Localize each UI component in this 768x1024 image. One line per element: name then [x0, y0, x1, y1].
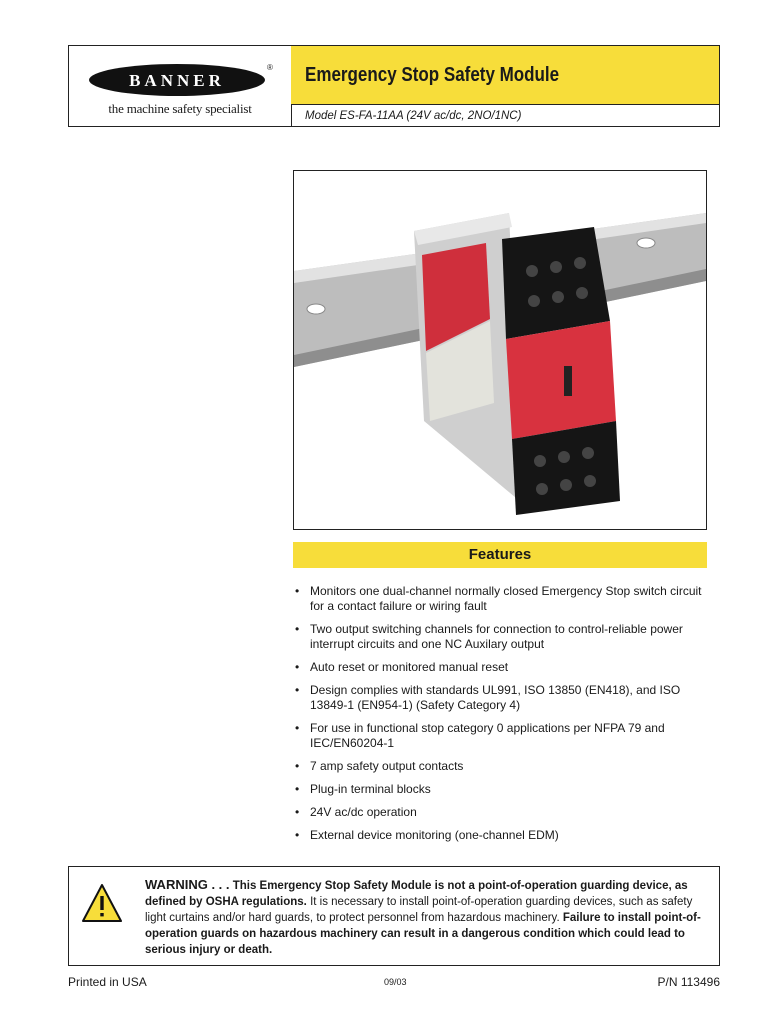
feature-item: • External device monitoring (one-channel EDM)	[293, 828, 707, 843]
warning-statement: This Emergency Stop Safety Module is not a point-of-operation guarding device, as defined by OSHA regulations.	[145, 880, 688, 908]
logo-text: BANNER	[129, 71, 225, 90]
warning-text	[145, 877, 709, 958]
module-illustration	[294, 171, 706, 529]
features-header	[293, 542, 707, 568]
feature-item: • Design complies with standards UL991, ISO 13850 (EN418), and ISO 13849-1 (EN954-1) (Safety Category 4)	[293, 683, 707, 713]
feature-item: • Two output switching channels for connection to control-reliable power interrupt circuits and one NC Auxilary output	[293, 622, 707, 652]
footer-part-number: P/N 113496	[657, 975, 720, 989]
feature-item: • Plug-in terminal blocks	[293, 782, 707, 797]
feature-item: • 7 amp safety output contacts	[293, 759, 707, 774]
title-bar	[291, 46, 719, 105]
rail-slot	[637, 238, 655, 248]
feature-item: • Auto reset or monitored manual reset	[293, 660, 707, 675]
terminal-block-top	[502, 227, 610, 339]
registered-mark: ®	[267, 63, 273, 72]
footer-date: 09/03	[384, 977, 407, 987]
feature-item: • 24V ac/dc operation	[293, 805, 707, 820]
warning-heading: WARNING . . .	[145, 877, 230, 892]
feature-item: • Monitors one dual-channel normally closed Emergency Stop switch circuit for a contact failure or wiring fault	[293, 584, 707, 614]
product-photo	[293, 170, 707, 530]
banner-logo	[69, 46, 292, 126]
module-front	[506, 321, 616, 439]
page-title: Emergency Stop Safety Module	[305, 64, 560, 86]
features-title: Features	[468, 546, 532, 563]
model-subtitle: Model ES-FA-11AA (24V ac/dc, 2NO/1NC)	[305, 110, 522, 122]
logo-oval	[89, 64, 265, 96]
feature-item: • For use in functional stop category 0 applications per NFPA 79 and IEC/EN60204-1	[293, 721, 707, 751]
warning-instruction: It is necessary to install point-of-operation guarding devices, such as safety light curtains and/or hard guards, to protect personnel from hazardous machinery.	[145, 896, 693, 924]
rail-slot	[307, 304, 325, 314]
warning-box	[68, 866, 720, 966]
header	[68, 45, 720, 127]
tagline: the machine safety specialist	[108, 101, 252, 116]
features-list	[293, 584, 707, 851]
warning-consequence: Failure to install point-of-operation guards on hazardous machinery can result in a dangerous condition which could lead to serious injury or death.	[145, 912, 701, 956]
footer-printed: Printed in USA	[68, 975, 147, 989]
warning-triangle-icon	[81, 883, 123, 923]
status-window	[564, 366, 572, 396]
